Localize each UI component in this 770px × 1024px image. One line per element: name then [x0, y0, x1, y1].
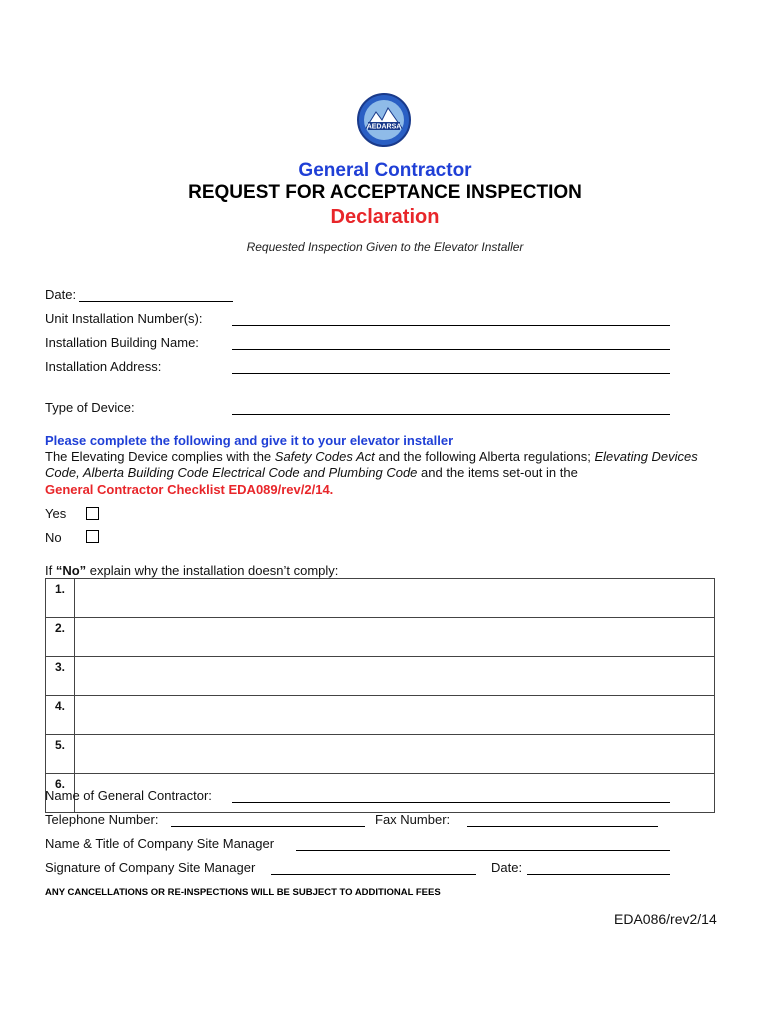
- explain-cell[interactable]: [75, 579, 715, 618]
- address-label: Installation Address:: [45, 359, 162, 374]
- yes-checkbox[interactable]: [86, 507, 99, 520]
- manager-title-label: Name & Title of Company Site Manager: [45, 836, 275, 851]
- unit-numbers-label: Unit Installation Number(s):: [45, 311, 203, 326]
- unit-numbers-field[interactable]: [232, 325, 670, 326]
- explain-cell[interactable]: [75, 696, 715, 735]
- no-label: No: [45, 530, 62, 545]
- row-number: 3.: [46, 657, 75, 696]
- para-italic-2: Elevating Devices Code, Alberta Building Code Electrical Code and Plumbing Code: [45, 449, 698, 480]
- device-type-label: Type of Device:: [45, 400, 135, 415]
- explain-prefix: If: [45, 563, 56, 578]
- title-general-contractor: General Contractor: [298, 160, 472, 181]
- fees-notice: ANY CANCELLATIONS OR RE-INSPECTIONS WILL BE SUBJECT TO ADDITIONAL FEES: [45, 887, 441, 898]
- signature-field[interactable]: [271, 874, 476, 875]
- explain-no: “No”: [55, 563, 87, 578]
- table-row: [46, 696, 715, 735]
- address-field[interactable]: [232, 373, 670, 374]
- para-italic-1: Safety Codes Act: [274, 449, 375, 464]
- row-number: 1.: [46, 579, 75, 618]
- date-label: Date:: [45, 287, 77, 302]
- row-number: 5.: [46, 735, 75, 774]
- table-row: [46, 579, 715, 618]
- explain-cell[interactable]: [75, 657, 715, 696]
- signoff-date-label: Date:: [491, 860, 523, 875]
- explain-table: [45, 578, 715, 813]
- table-row: [46, 735, 715, 774]
- contractor-name-field[interactable]: [232, 802, 670, 803]
- table-row: [46, 618, 715, 657]
- explain-suffix: explain why the installation doesn’t comply:: [86, 563, 339, 578]
- date-field[interactable]: [79, 301, 233, 302]
- explain-prompt: [45, 563, 338, 578]
- checklist-reference: General Contractor Checklist EDA089/rev/2/14.: [45, 482, 334, 497]
- fax-label: Fax Number:: [375, 812, 451, 827]
- form-code: EDA086/rev2/14: [614, 911, 717, 927]
- manager-title-field[interactable]: [296, 850, 670, 851]
- row-number: 4.: [46, 696, 75, 735]
- explain-cell[interactable]: [75, 735, 715, 774]
- building-name-label: Installation Building Name:: [45, 335, 199, 350]
- contractor-name-label: Name of General Contractor:: [45, 788, 212, 803]
- telephone-label: Telephone Number:: [45, 812, 159, 827]
- row-number: 2.: [46, 618, 75, 657]
- para-text-2: and the following Alberta regulations;: [374, 449, 595, 464]
- subtitle: Requested Inspection Given to the Elevator Installer: [246, 240, 524, 254]
- title-declaration: Declaration: [330, 206, 440, 228]
- signoff-date-field[interactable]: [527, 874, 670, 875]
- fax-field[interactable]: [467, 826, 658, 827]
- para-text-3: and the items set-out in the: [417, 465, 578, 480]
- instructions-heading: Please complete the following and give it to your elevator installer: [45, 433, 454, 448]
- explain-cell[interactable]: [75, 618, 715, 657]
- title-request: REQUEST FOR ACCEPTANCE INSPECTION: [188, 182, 582, 203]
- instructions-paragraph: [45, 449, 725, 481]
- no-checkbox[interactable]: [86, 530, 99, 543]
- svg-text:AEDARSA: AEDARSA: [366, 123, 402, 131]
- telephone-field[interactable]: [171, 826, 365, 827]
- row-number: 6.: [46, 774, 75, 813]
- table-row: [46, 657, 715, 696]
- building-name-field[interactable]: [232, 349, 670, 350]
- aedarsa-logo: [356, 92, 412, 148]
- yes-label: Yes: [45, 506, 67, 521]
- signature-label: Signature of Company Site Manager: [45, 860, 256, 875]
- device-type-field[interactable]: [232, 414, 670, 415]
- para-text-1: The Elevating Device complies with the: [45, 449, 275, 464]
